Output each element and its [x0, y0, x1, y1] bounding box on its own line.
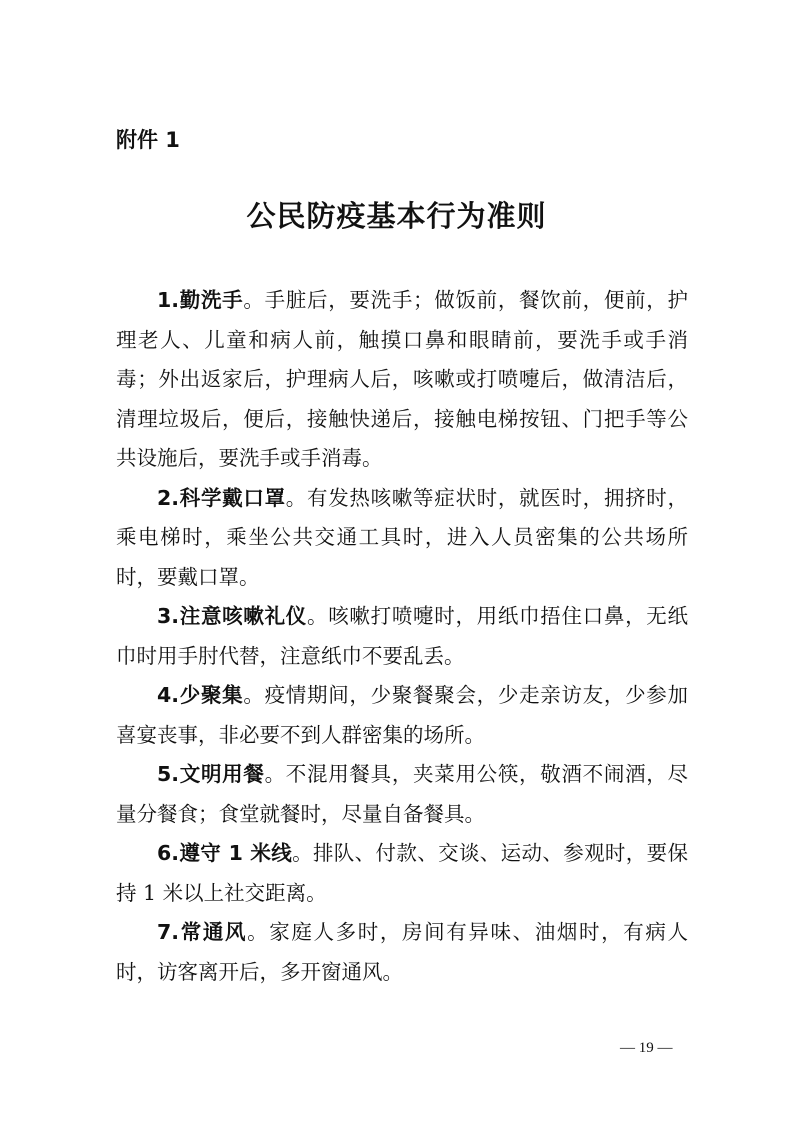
item-text: 。排队、付款、交谈、运动、参观时，要保持 1 米以上社交距离。	[116, 841, 688, 905]
item-text: 。家庭人多时，房间有异味、油烟时，有病人时，访客离开后，多开窗通风。	[116, 920, 689, 984]
item-number: 7.	[157, 920, 180, 944]
item-paragraph	[116, 913, 688, 992]
item-text: 。有发热咳嗽等症状时，就医时，拥挤时，乘电梯时，乘坐公共交通工具时，进入人员密集的公共场所时，要戴口罩。	[116, 485, 688, 589]
item-heading: 注意咳嗽礼仪	[179, 604, 308, 628]
item-heading: 文明用餐	[179, 762, 265, 786]
item-paragraph	[116, 676, 688, 755]
item-heading: 科学戴口罩	[179, 485, 286, 510]
attachment-label: 附件 1	[116, 128, 180, 152]
item-heading: 少聚集	[179, 683, 244, 707]
item-paragraph	[116, 597, 688, 676]
item-number: 2.	[157, 485, 180, 510]
page-number: — 19 —	[620, 1040, 673, 1056]
document-title: 公民防疫基本行为准则	[246, 199, 547, 233]
item-number: 3.	[157, 604, 180, 628]
item-heading: 勤洗手	[179, 288, 244, 312]
item-number: 4.	[157, 683, 180, 707]
item-text: 。不混用餐具，夹菜用公筷，敬酒不闹酒，尽量分餐食；食堂就餐时，尽量自备餐具。	[116, 762, 689, 826]
item-heading: 常通风	[179, 920, 248, 944]
item-text: 。疫情期间，少聚餐聚会，少走亲访友，少参加喜宴丧事，非必要不到人群密集的场所。	[116, 683, 689, 747]
item-paragraph	[116, 281, 688, 479]
item-paragraph	[116, 479, 688, 598]
item-text: 。手脏后，要洗手；做饭前，餐饮前，便前，护理老人、儿童和病人前，触摸口鼻和眼睛前，要洗手或手消毒；外出返家后，护理病人后，咳嗽或打喷嚏后，做清洁后，清理垃圾后，便后，接触快递后，接触电梯按钮、门把手等公共设施后，要洗手或手消毒。	[116, 288, 689, 470]
item-text: 。咳嗽打喷嚏时，用纸巾捂住口鼻，无纸巾时用手肘代替，注意纸巾不要乱丢。	[116, 604, 689, 668]
item-heading: 遵守 1 米线	[179, 841, 293, 865]
item-number: 1.	[157, 288, 180, 312]
item-paragraph	[116, 755, 688, 834]
item-paragraph	[116, 834, 688, 913]
document-body	[116, 281, 688, 992]
item-number: 6.	[157, 841, 180, 865]
item-number: 5.	[157, 762, 180, 786]
